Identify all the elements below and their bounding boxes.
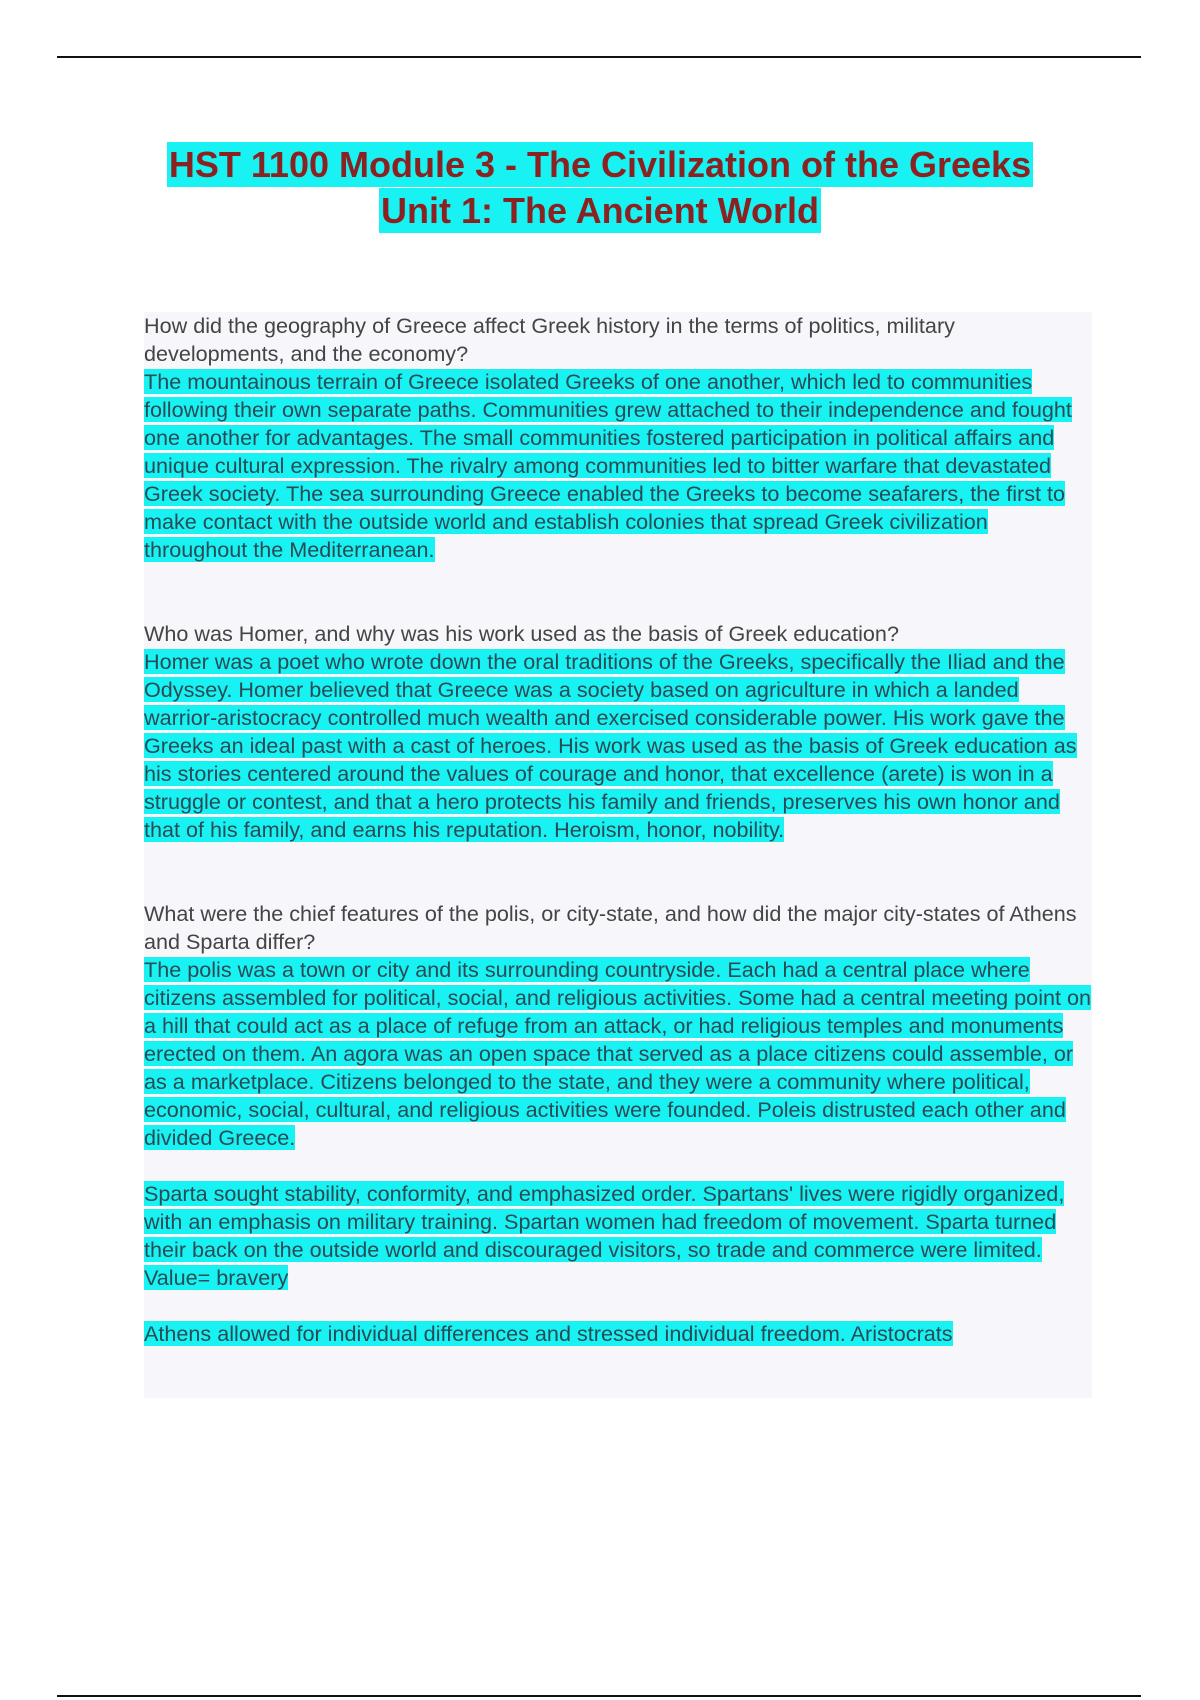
document-title (0, 142, 1200, 234)
spacer (144, 1152, 1092, 1180)
qa-block-geography (144, 312, 1092, 564)
answer-text-sparta: Sparta sought stability, conformity, and emphasized order. Spartans' lives were rigidly organized, with an emphasis on military training. Spartan women had freedom of movement. Sparta turned their back on the outside world and discouraged visitors, so trade and commerce were limited. Value= bravery (144, 1181, 1065, 1290)
top-rule (57, 56, 1141, 58)
document-body (144, 312, 1092, 1398)
spacer (144, 844, 1092, 900)
bottom-rule (57, 1695, 1141, 1697)
spacer (144, 1292, 1092, 1320)
answer-text: The polis was a town or city and its surrounding countryside. Each had a central place where citizens assembled for political, social, and religious activities. Some had a central meeting point on a hill that could act as a place of refuge from an attack, or had religious temples and monuments erected on them. An agora was an open space that served as a place citizens could assemble, or as a marketplace. Citizens belonged to the state, and they were a community where political, economic, social, cultural, and religious activities were founded. Poleis distrusted each other and divided Greece. (144, 957, 1092, 1150)
answer-text: Homer was a poet who wrote down the oral traditions of the Greeks, specifically the Iliad and the Odyssey. Homer believed that Greece was a society based on agriculture in which a landed warrior-aristocracy controlled much wealth and exercised considerable power. His work gave the Greeks an ideal past with a cast of heroes. His work was used as the basis of Greek education as his stories centered around the values of courage and honor, that excellence (arete) is won in a struggle or contest, and that a hero protects his family and friends, preserves his own honor and that of his family, and earns his reputation. Heroism, honor, nobility. (144, 649, 1077, 842)
title-line-2: Unit 1: The Ancient World (381, 190, 819, 231)
question-text: How did the geography of Greece affect Greek history in the terms of politics, military developments, and the economy? (144, 313, 955, 366)
question-text: What were the chief features of the polis, or city-state, and how did the major city-states of Athens and Sparta differ? (144, 901, 1077, 954)
answer-text-athens: Athens allowed for individual differences and stressed individual freedom. Aristocrats (144, 1321, 953, 1346)
question-text: Who was Homer, and why was his work used as the basis of Greek education? (144, 621, 899, 646)
spacer (144, 564, 1092, 620)
answer-text: The mountainous terrain of Greece isolated Greeks of one another, which led to communities following their own separate paths. Communities grew attached to their independence and fought one another for advantages. The small communities fostered participation in political affairs and unique cultural expression. The rivalry among communities led to bitter warfare that devastated Greek society. The sea surrounding Greece enabled the Greeks to become seafarers, the first to make contact with the outside world and establish colonies that spread Greek civilization throughout the Mediterranean. (144, 369, 1072, 562)
qa-block-polis (144, 900, 1092, 1348)
qa-block-homer (144, 620, 1092, 844)
title-line-1: HST 1100 Module 3 - The Civilization of the Greeks (168, 144, 1032, 185)
